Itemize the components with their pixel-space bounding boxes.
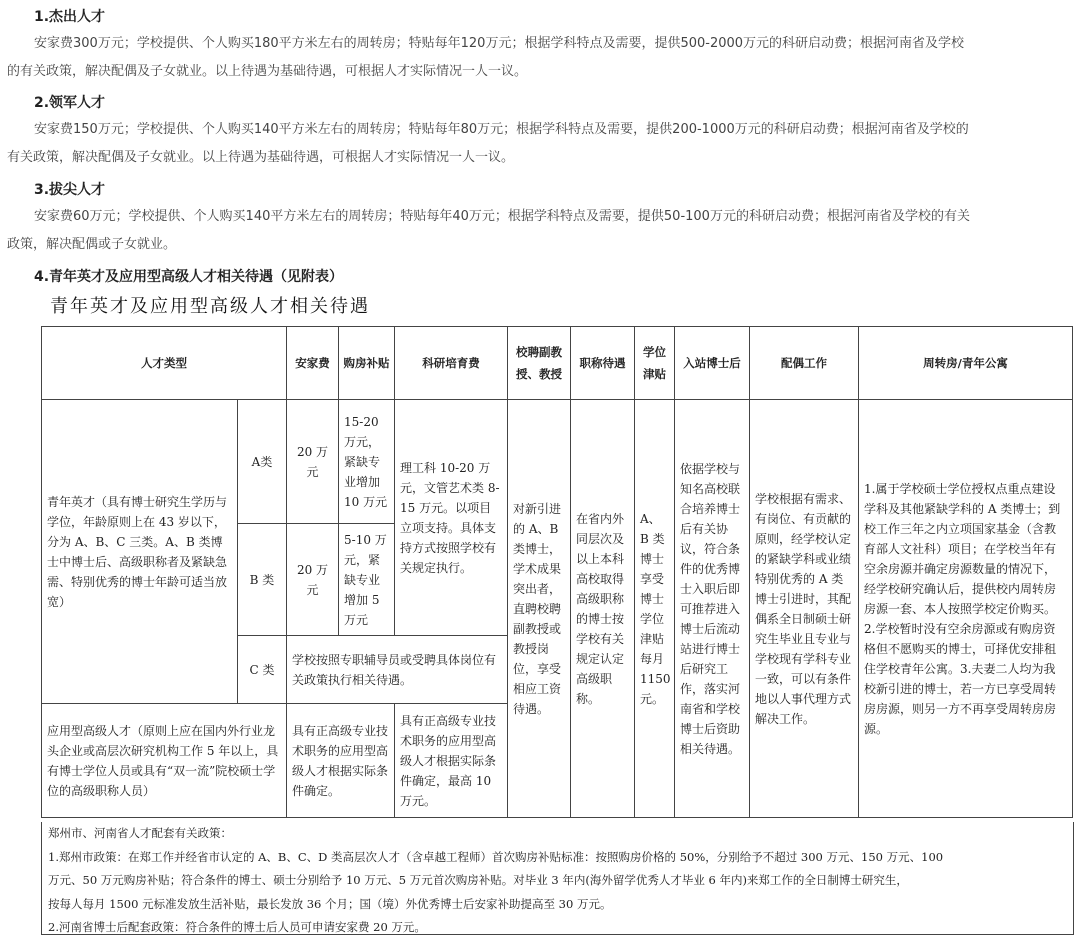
youth-a-housing: 15-20 万元，紧缺专业增加 10 万元 bbox=[339, 400, 395, 524]
notes-line: 2.河南省博士后配套政策：符合条件的博士后人员可申请安家费 20 万元。 bbox=[48, 920, 426, 934]
notes-line: 按每人每月 1500 元标准发放生活补贴，最长发放 36 个月；国（境）外优秀博士后安家补助提高至 30 万元。 bbox=[48, 896, 612, 911]
header-degree: 学位津贴 bbox=[635, 327, 675, 400]
section-heading-2: 2.领军人才 bbox=[34, 95, 106, 111]
section-line: 有关政策，解决配偶及子女就业。以上待遇为基础待遇，可根据人才实际情况一人一议。 bbox=[7, 150, 515, 165]
applied-desc: 应用型高级人才（原则上应在国内外行业龙头企业或高层次研究机构工作 5 年以上，具有博士学位人员或具有“双一流”院校硕士学位的高级职称人员） bbox=[42, 704, 287, 818]
postdoc-cell: 依据学校与知名高校联合培养博士后有关协议，符合条件的优秀博士入职后即可推荐进入博士后流动站进行博士后研究工作，落实河南省和学校博士后资助相关待遇。 bbox=[675, 400, 750, 818]
applied-settle: 具有正高级专业技术职务的应用型高级人才根据实际条件确定。 bbox=[287, 704, 395, 818]
youth-c-label: C 类 bbox=[238, 636, 287, 704]
table-row-a bbox=[42, 400, 1073, 524]
table-header-row bbox=[42, 327, 1073, 400]
header-apartment: 周转房/青年公寓 bbox=[859, 327, 1073, 400]
section-text-2 bbox=[7, 116, 1073, 172]
notes-line: 1.郑州市政策：在郑工作并经省市认定的 A、B、C、D 类高层次人才（含卓越工程师）首次购房补贴标准：按照购房价格的 50%，分别给予不超过 300 万元、150 万元、100 bbox=[48, 849, 944, 864]
section-line: 安家费60万元；学校提供、个人购买140平方米左右的周转房；特贴每年40万元；根据学科特点及需要，提供50-100万元的科研启动费；根据河南省及学校的有关 bbox=[34, 209, 970, 224]
policy-notes bbox=[41, 822, 1074, 935]
notes-heading: 郑州市、河南省人才配套有关政策： bbox=[48, 826, 232, 840]
youth-research: 理工科 10-20 万元，文管艺术类 8-15 万元。以项目立项支持。具体支持方式按照学校有关规定执行。 bbox=[395, 400, 508, 636]
youth-b-label: B 类 bbox=[238, 524, 287, 636]
title-treat-cell: 在省内外同层次及以上本科高校取得高级职称的博士按学校有关规定认定高级职称。 bbox=[571, 400, 635, 818]
section-heading-1: 1.杰出人才 bbox=[34, 9, 106, 25]
youth-b-housing: 5-10 万元，紧缺专业增加 5 万元 bbox=[339, 524, 395, 636]
vice-prof-cell: 对新引进的 A、B 类博士，学术成果突出者，直聘校聘副教授或教授岗位，享受相应工资待遇。 bbox=[508, 400, 571, 818]
section-line: 的有关政策，解决配偶及子女就业。以上待遇为基础待遇，可根据人才实际情况一人一议。 bbox=[7, 64, 528, 79]
youth-desc: 青年英才（具有博士研究生学历与学位，年龄原则上在 43 岁以下，分为 A、B、C 三类。A、B 类博士中博士后、高级职称者及紧缺急需、特别优秀的博士年龄可适当放宽） bbox=[42, 400, 238, 704]
degree-cell: A、B 类博士享受博士学位津贴每月 1150 元。 bbox=[635, 400, 675, 818]
header-settle: 安家费 bbox=[287, 327, 339, 400]
section-text-3 bbox=[7, 203, 1073, 259]
header-spouse: 配偶工作 bbox=[750, 327, 859, 400]
header-postdoc: 入站博士后 bbox=[675, 327, 750, 400]
treatment-table bbox=[41, 326, 1073, 818]
header-vice-prof: 校聘副教授、教授 bbox=[508, 327, 571, 400]
header-title-treat: 职称待遇 bbox=[571, 327, 635, 400]
section-line: 安家费300万元；学校提供、个人购买180平方米左右的周转房；特贴每年120万元；根据学科特点及需要，提供500-2000万元的科研启动费；根据河南省及学校 bbox=[34, 36, 965, 51]
spouse-cell: 学校根据有需求、有岗位、有贡献的原则，经学校认定的紧缺学科或业绩特别优秀的 A 类博士引进时，其配偶系全日制硕士研究生毕业且专业与学校现有学科专业一致，可以有条件地以人事代理方式解决工作。 bbox=[750, 400, 859, 818]
youth-b-settle: 20 万元 bbox=[287, 524, 339, 636]
youth-a-label: A类 bbox=[238, 400, 287, 524]
youth-a-settle: 20 万元 bbox=[287, 400, 339, 524]
header-type: 人才类型 bbox=[42, 327, 287, 400]
section-heading-3: 3.拔尖人才 bbox=[34, 182, 106, 198]
header-research: 科研培育费 bbox=[395, 327, 508, 400]
apartment-cell: 1.属于学校硕士学位授权点重点建设学科及其他紧缺学科的 A 类博士；到校工作三年之内立项国家基金（含教育部人文社科）项目；在学校当年有空余房源并确定房源数量的情况下，经学校研究确认后，提供校内周转房房源一套、本人按照学校定价购买。2.学校暂时没有空余房源或有购房资格但不愿购买的博士，可择优安排租住学校青年公寓。3.夫妻二人均为我校新引进的博士，若一方已享受周转房房源，则另一方不再享受周转房房源。 bbox=[859, 400, 1073, 818]
applied-housing-research: 具有正高级专业技术职务的应用型高级人才根据实际条件确定，最高 10 万元。 bbox=[395, 704, 508, 818]
section-line: 政策，解决配偶或子女就业。 bbox=[7, 237, 177, 252]
header-housing: 购房补贴 bbox=[339, 327, 395, 400]
table-title: 青年英才及应用型高级人才相关待遇 bbox=[50, 296, 370, 317]
section-text-1 bbox=[7, 30, 1073, 86]
youth-c-text: 学校按照专职辅导员或受聘具体岗位有关政策执行相关待遇。 bbox=[287, 636, 508, 704]
notes-line: 万元、50 万元购房补贴；符合条件的博士、硕士分别给予 10 万元、5 万元首次购房补贴。对毕业 3 年内(海外留学优秀人才毕业 6 年内)来郑工作的全日制博士研究生， bbox=[48, 873, 908, 887]
section-heading-4: 4.青年英才及应用型高级人才相关待遇（见附表） bbox=[34, 269, 344, 285]
section-line: 安家费150万元；学校提供、个人购买140平方米左右的周转房；特贴每年80万元；根据学科特点及需要，提供200-1000万元的科研启动费；根据河南省及学校的 bbox=[34, 122, 969, 137]
